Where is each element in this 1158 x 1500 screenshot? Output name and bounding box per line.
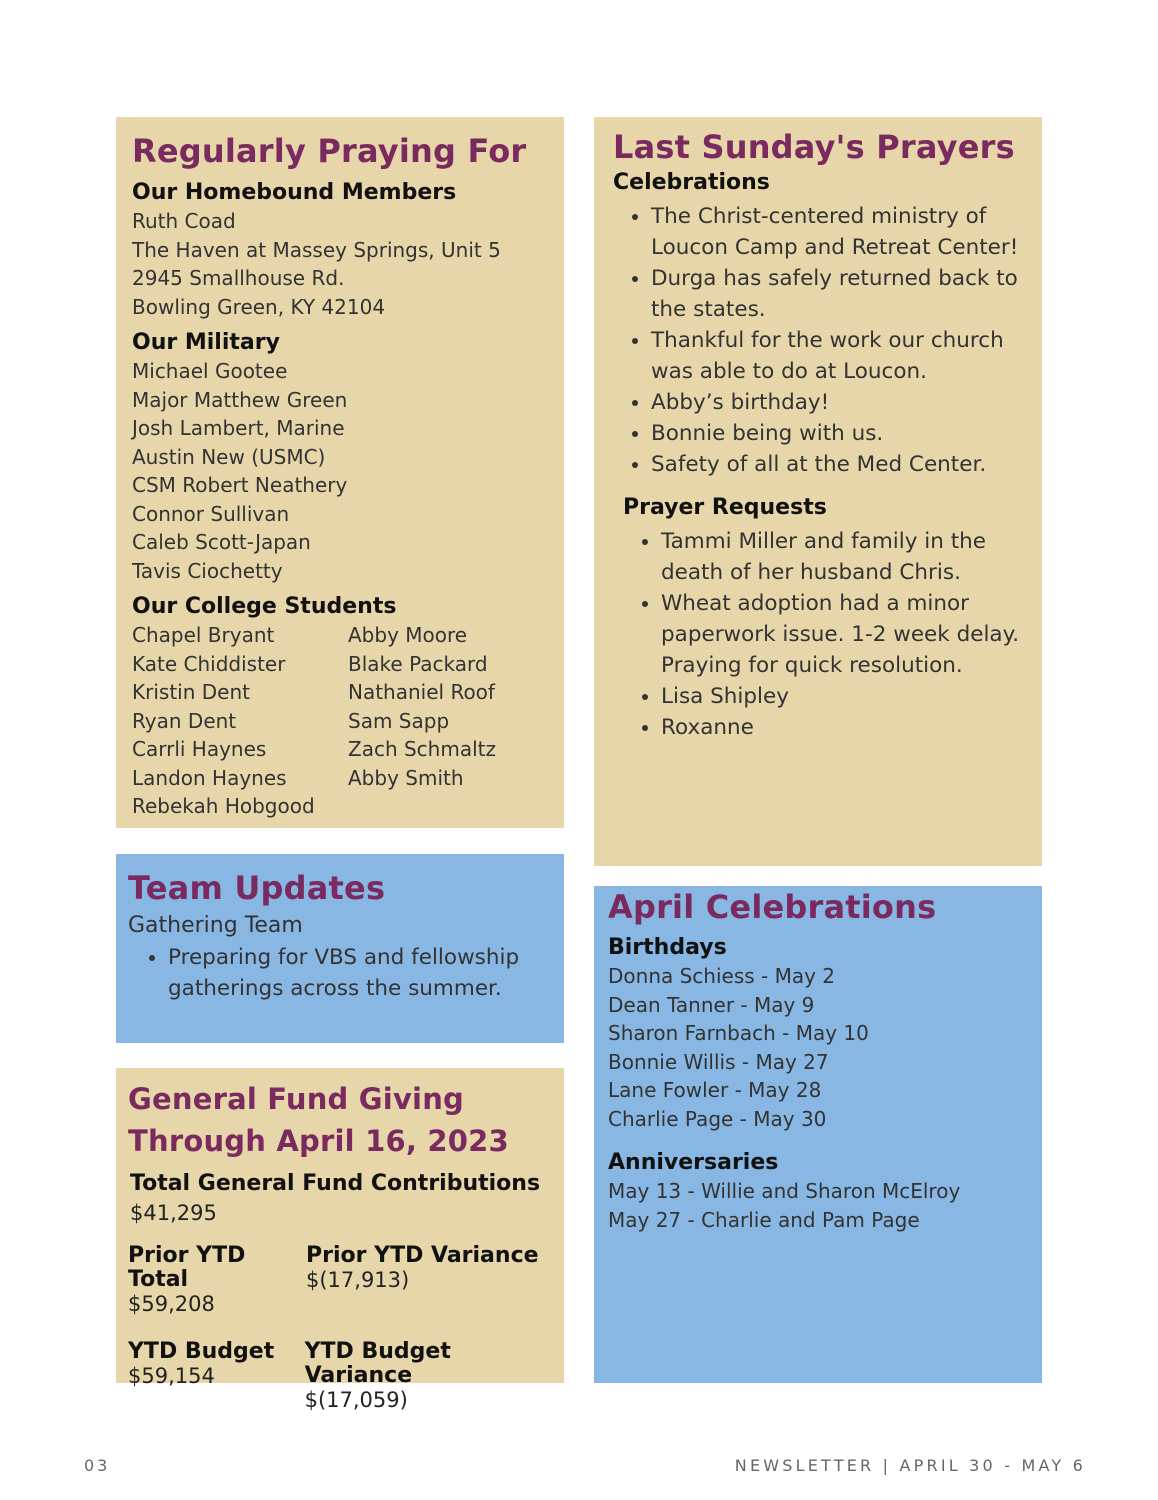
college-student: Landon Haynes	[132, 765, 287, 790]
celebration-item: • Abby’s birthday!	[651, 387, 1022, 418]
military-name: Austin New (USMC)	[132, 444, 326, 469]
college-column-left	[132, 621, 348, 821]
prayer-requests-list	[613, 526, 1022, 743]
military-name: Tavis Ciochetty	[132, 558, 283, 583]
prayer-request-item: • Lisa Shipley	[661, 681, 1022, 712]
team-updates-title: Team Updates	[128, 869, 386, 907]
celebrations-heading: Celebrations	[613, 170, 770, 195]
prior-variance-label: Prior YTD Variance	[306, 1243, 539, 1268]
college-student: Zach Schmaltz	[348, 737, 496, 761]
military-name: Caleb Scott-Japan	[132, 530, 311, 554]
regularly-praying-title: Regularly Praying For	[132, 132, 527, 170]
prayer-request-item: • Roxanne	[661, 712, 1022, 743]
college-column-right	[348, 621, 564, 821]
birthday-item: Dean Tanner - May 9	[608, 992, 815, 1017]
prior-variance-value: $(17,913)	[306, 1268, 410, 1292]
birthdays-heading: Birthdays	[608, 935, 727, 960]
giving-title-line2: Through April 16, 2023	[128, 1124, 509, 1158]
anniversaries-list	[608, 1177, 1042, 1234]
prior-ytd-total	[128, 1244, 306, 1316]
homebound-line: Bowling Green, KY 42104	[132, 294, 386, 319]
anniversary-item: May 27 - Charlie and Pam Page	[608, 1207, 920, 1232]
military-heading: Our Military	[132, 330, 280, 355]
regularly-praying-panel	[116, 117, 564, 828]
birthday-item: Donna Schiess - May 2	[608, 964, 836, 988]
ytd-budget	[128, 1340, 305, 1412]
team-updates-panel	[116, 854, 564, 1043]
last-sunday-panel	[594, 117, 1042, 866]
prior-ytd-variance	[306, 1244, 539, 1316]
college-student: Nathaniel Roof	[348, 680, 495, 704]
last-sunday-title: Last Sunday's Prayers	[613, 128, 1015, 166]
homebound-list	[132, 207, 564, 321]
anniversary-item: May 13 - Willie and Sharon McElroy	[608, 1179, 961, 1203]
prior-ytd-value: $59,208	[128, 1292, 215, 1316]
total-contributions-label: Total General Fund Contributions	[130, 1171, 541, 1196]
prayer-request-item: • Wheat adoption had a minor paperwork issue. 1-2 week delay. Praying for quick resolution.	[661, 588, 1022, 681]
homebound-line: 2945 Smallhouse Rd.	[132, 266, 345, 290]
ytd-budget-variance	[305, 1340, 564, 1412]
team-subheading: Gathering Team	[128, 913, 303, 938]
budget-variance-label: YTD Budget Variance	[304, 1339, 451, 1388]
birthday-item: Bonnie Willis - May 27	[608, 1049, 829, 1074]
celebration-item: • The Christ-centered ministry of Loucon Camp and Retreat Center!	[651, 201, 1022, 263]
military-list	[132, 357, 564, 585]
college-student: Rebekah Hobgood	[132, 794, 315, 818]
birthdays-list	[608, 962, 1042, 1133]
newsletter-footer-label: NEWSLETTER | APRIL 30 - MAY 6	[734, 1456, 1086, 1475]
total-contributions	[128, 1170, 564, 1228]
birthday-item: Charlie Page - May 30	[608, 1106, 827, 1131]
april-celebrations-panel	[594, 886, 1042, 1383]
homebound-line: The Haven at Massey Springs, Unit 5	[132, 237, 501, 262]
college-heading: Our College Students	[132, 594, 397, 619]
birthday-item: Sharon Farnbach - May 10	[608, 1021, 869, 1045]
celebrations-list	[613, 201, 1022, 480]
general-fund-panel	[116, 1068, 564, 1412]
page-number: 03	[84, 1456, 111, 1475]
college-student: Kristin Dent	[132, 680, 250, 704]
college-student: Abby Smith	[348, 765, 464, 790]
military-name: Major Matthew Green	[132, 387, 348, 412]
anniversaries-heading: Anniversaries	[608, 1150, 779, 1175]
prior-ytd-label: Prior YTD Total	[128, 1243, 246, 1292]
prayer-request-item: • Tammi Miller and family in the death of her husband Chris.	[661, 526, 1022, 588]
celebration-item: • Bonnie being with us.	[651, 418, 1022, 449]
college-student: Carrli Haynes	[132, 737, 267, 761]
college-student: Abby Moore	[348, 623, 468, 647]
college-student: Kate Chiddister	[132, 651, 286, 676]
military-name: CSM Robert Neathery	[132, 473, 348, 497]
celebration-item: • Durga has safely returned back to the states.	[651, 263, 1022, 325]
april-celebrations-title: April Celebrations	[608, 888, 937, 926]
prayer-requests-heading: Prayer Requests	[623, 495, 827, 520]
celebration-item: • Thankful for the work our church was able to do at Loucon.	[651, 325, 1022, 387]
college-student: Blake Packard	[348, 651, 488, 676]
birthday-item: Lane Fowler - May 28	[608, 1078, 822, 1102]
budget-variance-value: $(17,059)	[304, 1388, 408, 1412]
ytd-budget-label: YTD Budget	[128, 1339, 275, 1364]
total-contributions-value: $41,295	[130, 1201, 217, 1225]
military-name: Michael Gootee	[132, 359, 288, 383]
ytd-budget-value: $59,154	[128, 1364, 215, 1388]
military-name: Connor Sullivan	[132, 501, 290, 526]
team-updates-list	[128, 942, 544, 1004]
celebration-item: • Safety of all at the Med Center.	[651, 449, 1022, 480]
college-student: Ryan Dent	[132, 708, 237, 733]
giving-title-line1: General Fund Giving	[128, 1082, 464, 1116]
college-columns	[132, 621, 564, 821]
college-student: Chapel Bryant	[132, 623, 275, 647]
ytd-row	[128, 1244, 564, 1316]
homebound-heading: Our Homebound Members	[132, 180, 457, 205]
team-update-item: • Preparing for VBS and fellowship gatherings across the summer.	[168, 942, 544, 1004]
budget-row	[128, 1340, 564, 1412]
homebound-line: Ruth Coad	[132, 209, 236, 233]
military-name: Josh Lambert, Marine	[132, 416, 345, 440]
college-student: Sam Sapp	[348, 708, 450, 733]
